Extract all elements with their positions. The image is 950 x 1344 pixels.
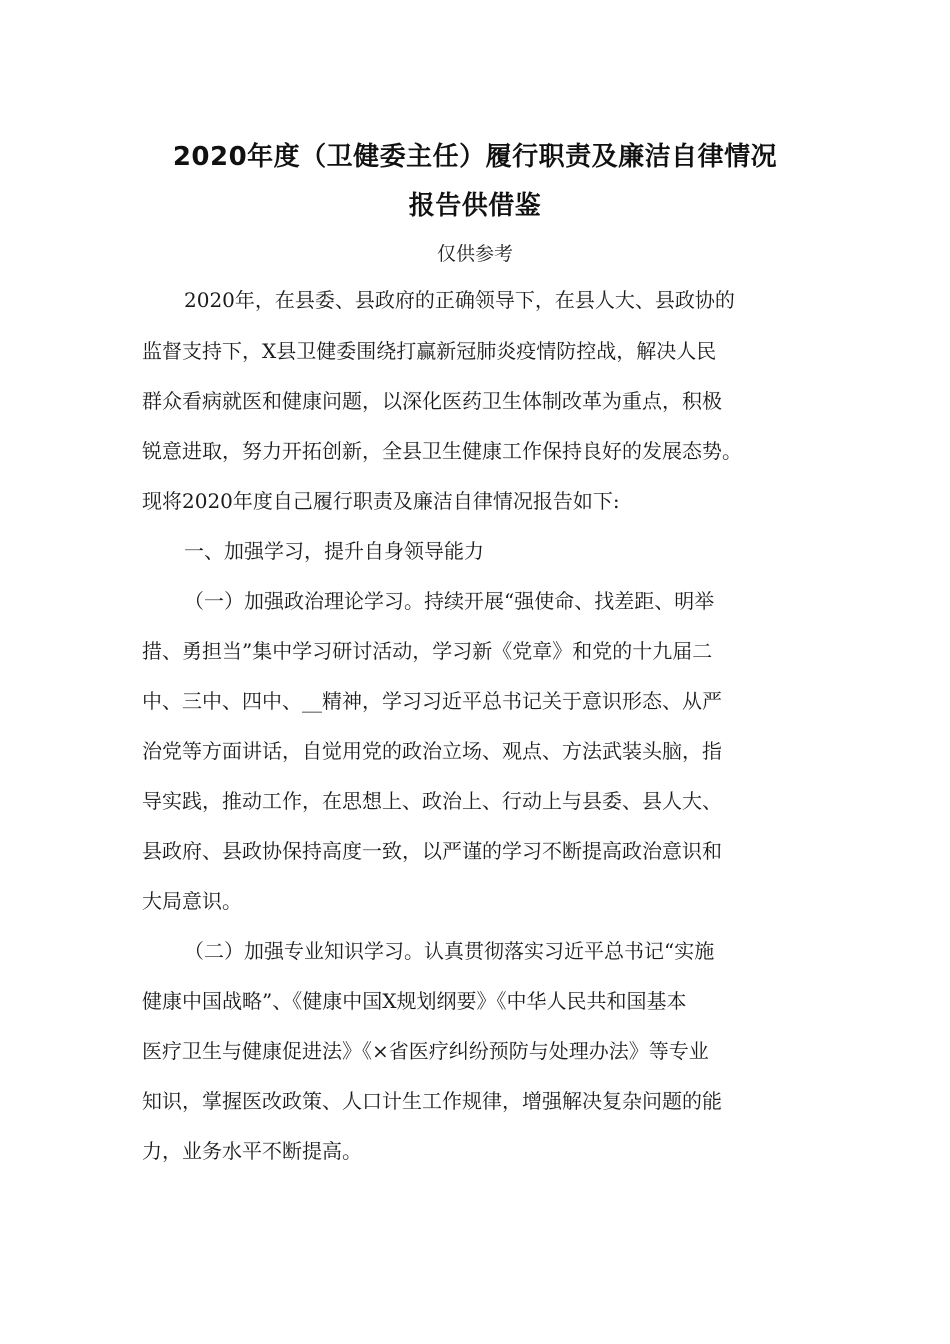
paragraph-line: 现将2020年度自己履行职责及廉洁自律情况报告如下: <box>142 489 620 513</box>
paragraph-line: 知识，掌握医改政策、人口计生工作规律，增强解决复杂问题的能 <box>142 1089 722 1113</box>
paragraph-line: （一）加强政治理论学习。持续开展“强使命、找差距、明举 <box>184 589 715 613</box>
document-subtitle: 仅供参考 <box>436 243 513 265</box>
paragraph-line: 力，业务水平不断提高。 <box>142 1139 362 1163</box>
document-title-line-1: 2020年度（卫健委主任）履行职责及廉洁自律情况 <box>172 142 778 172</box>
paragraph-line: 中、三中、四中、__精神，学习习近平总书记关于意识形态、从严 <box>142 689 722 713</box>
paragraph-line: （二）加强专业知识学习。认真贯彻落实习近平总书记“实施 <box>184 939 715 963</box>
paragraph-line: 监督支持下，X县卫健委围绕打赢新冠肺炎疫情防控战，解决人民 <box>142 339 717 363</box>
paragraph-line: 2020年，在县委、县政府的正确领导下，在县人大、县政协的 <box>184 288 735 312</box>
paragraph-line: 锐意进取，努力开拓创新，全县卫生健康工作保持良好的发展态势。 <box>142 439 742 463</box>
paragraph-line: 大局意识。 <box>142 889 242 913</box>
paragraph-line: 措、勇担当”集中学习研讨活动，学习新《党章》和党的十九届二 <box>142 639 713 663</box>
document-title-line-2: 报告供借鉴 <box>408 191 542 221</box>
paragraph-line: 医疗卫生与健康促进法》《×省医疗纠纷预防与处理办法》等专业 <box>142 1039 709 1063</box>
paragraph-line: 健康中国战略”、《健康中国X规划纲要》《中华人民共和国基本 <box>142 989 687 1013</box>
paragraph-line: 导实践，推动工作，在思想上、政治上、行动上与县委、县人大、 <box>142 789 722 813</box>
paragraph-line: 治党等方面讲话，自觉用党的政治立场、观点、方法武装头脑，指 <box>142 739 722 763</box>
section-heading: 一、加强学习，提升自身领导能力 <box>184 539 484 563</box>
paragraph-line: 县政府、县政协保持高度一致，以严谨的学习不断提高政治意识和 <box>142 839 722 863</box>
paragraph-line: 群众看病就医和健康问题，以深化医药卫生体制改革为重点，积极 <box>142 389 722 413</box>
